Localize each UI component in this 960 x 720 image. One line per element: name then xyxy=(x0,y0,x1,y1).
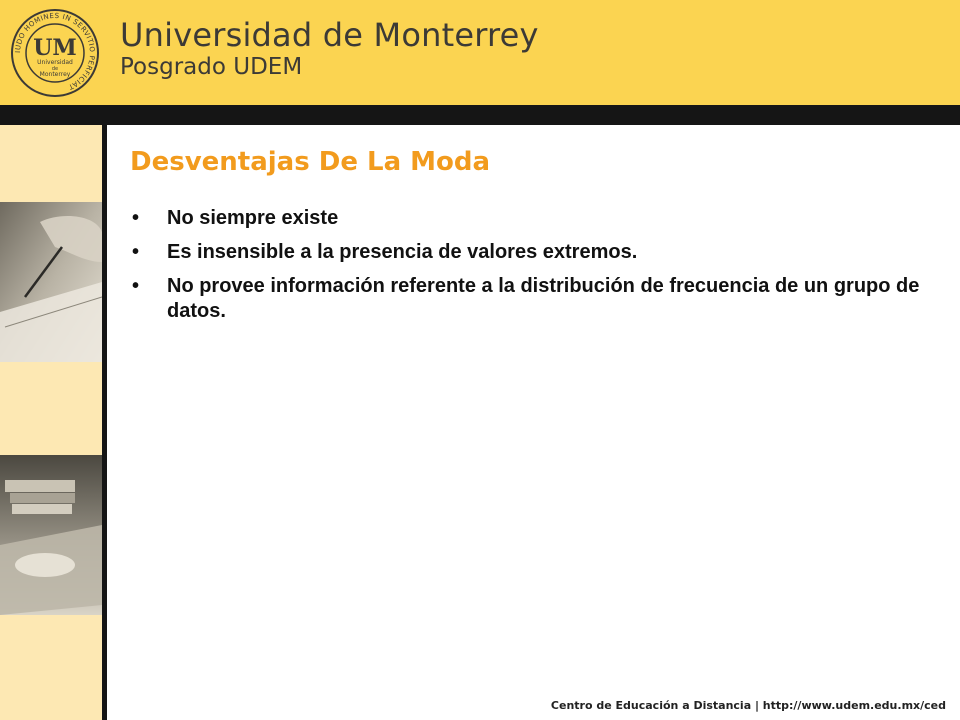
sidebar-divider xyxy=(102,125,107,720)
bullet-list xyxy=(130,206,930,333)
footer-credit: Centro de Educación a Distancia | http://www.udem.edu.mx/ced xyxy=(550,699,946,712)
seal-ring-text: IUDO HOMINES IN SERVITIO PERFICIAT xyxy=(13,11,97,92)
bullet-item xyxy=(130,206,930,231)
books-keyboard-photo xyxy=(0,455,102,615)
writing-hand-photo xyxy=(0,202,102,362)
university-name: Universidad de Monterrey xyxy=(120,16,539,54)
bullet-item xyxy=(130,274,930,324)
bullet-text: No siempre existe xyxy=(167,207,339,229)
bullet-text: No provee información referente a la distribución de frecuencia de un grupo de datos. xyxy=(167,275,920,322)
seal-line-1: Universidad xyxy=(37,59,73,66)
bullet-item xyxy=(130,240,930,265)
bullet-marker: • xyxy=(132,241,140,263)
slide-title: Desventajas De La Moda xyxy=(130,147,491,177)
seal-monogram: UM xyxy=(33,35,77,61)
seal-line-2: de xyxy=(51,66,59,72)
bullet-marker: • xyxy=(132,275,140,297)
university-seal-logo xyxy=(10,8,100,98)
bullet-text: Es insensible a la presencia de valores extremos. xyxy=(167,241,638,263)
seal-line-3: Monterrey xyxy=(39,71,71,78)
header-divider xyxy=(0,105,960,125)
bullet-marker: • xyxy=(132,207,140,229)
university-subtitle: Posgrado UDEM xyxy=(120,54,303,80)
